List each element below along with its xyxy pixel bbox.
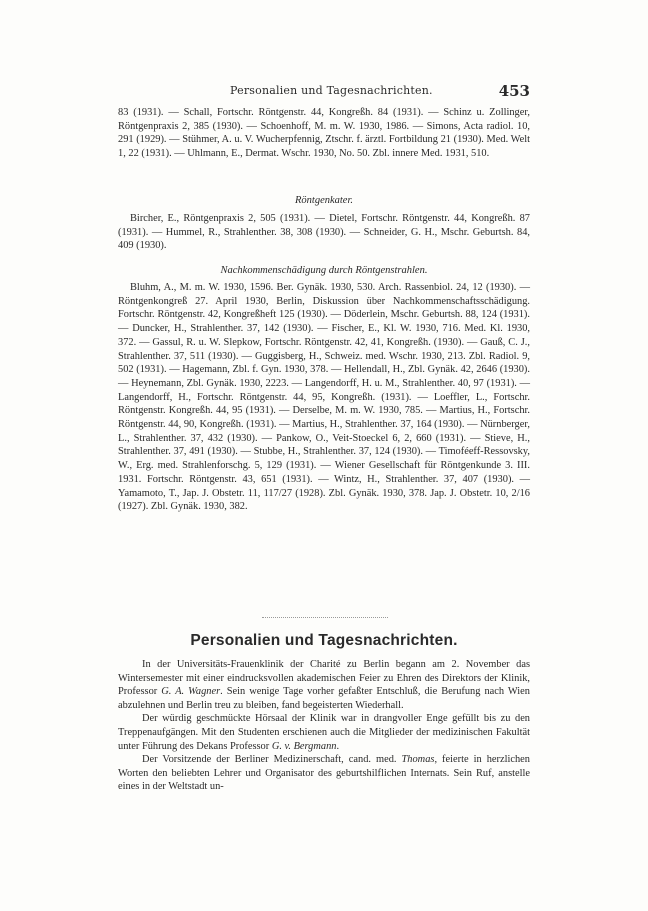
news-paragraph: [118, 712, 530, 753]
bibliography-roentgenkater: Bircher, E., Röntgenpraxis 2, 505 (1931). — Dietel, Fortschr. Röntgenstr. 44, Kongreßh. 87 (1931). — Hummel, R., Strahlenther. 38, 308 (1930). — Schneider, G. H., Mschr. Geburtsh. 84, 409 (1930).: [118, 213, 530, 252]
page-header: [120, 84, 530, 104]
person-name: G. v. Bergmann: [271, 740, 337, 752]
section-title: Personalien und Tagesnachrichten.: [190, 632, 458, 649]
news-text: Der Vorsitzende der Berliner Medizinerschaft, cand. med.: [142, 754, 402, 766]
news-text: In der Universitäts-Frauenklinik der Charité zu Berlin begann am 2. November das Wintersemester mit einer eindrucksvollen akademischen Feier zu Ehren des Direktors der Klinik, Professor: [118, 659, 530, 698]
running-head: Personalien und Tagesnachrichten.: [230, 84, 433, 97]
news-text: Der würdig geschmückte Hörsaal der Klinik war in drangvoller Enge gefüllt bis zu den Treppenaufgängen. Mit den Studenten erschienen auch die Mitglieder der medizinischen Fakultät unter Führung des Dekans Professor: [118, 713, 530, 752]
news-paragraph: [118, 753, 530, 794]
news-paragraph: [118, 658, 530, 712]
news-text: , feierte in herzlichen Worten den beliebten Lehrer und Organisator des geburtshilflichen Internats. Sein Ruf, anstelle eines in der Weltstadt un-: [118, 754, 530, 793]
subheading-roentgenkater: Röntgenkater.: [294, 195, 354, 206]
bibliography-nachkommenschaedigung: Bluhm, A., M. m. W. 1930, 1596. Ber. Gynäk. 1930, 530. Arch. Rassenbiol. 24, 12 (1930). — Röntgenkongreß 27. April 1930, Berlin, Diskussion über Nachkommenschaftsschädigung. Fortschr. Röntgenstr. 42, Kongreßheft 125 (1930). — Döderlein, Mschr. Geburtsh. 88, 124 (1931). — Duncker, H., Strahlenther. 37, 142 (1930). — Fischer, E., Kl. W. 1930, 716. Med. Kl. 1930, 372. — Gassul, R. u. W. Slepkow, Fortschr. Röntgenstr. 42, 41, Kongreßh. (1930). — Gauß, C. J., Strahlenther. 37, 511 (1930). — Guggisberg, H., Schweiz. med. Wschr. 1930, 213. Zbl. Radiol. 9, 502 (1931). — Hagemann, Zbl. f. Gyn. 1930, 378. — Hellendall, H., Zbl. Gynäk. 42, 2646 (1930). — Heynemann, Zbl. Gynäk. 1930, 2223. — Langendorff, H. u. M., Strahlenther. 40, 97 (1931). — Langendorff, H., Fortschr. Röntgenstr. 44, 95, Kongreßh. (1931). — Loeffler, L., Fortschr. Röntgenstr. Kongreßh. 44, 95 (1931). — Derselbe, M. m. W. 1930, 785. — Martius, H., Fortschr. Röntgenstr. 44, 90, Kongreßh. (1931). — Martius, H., Strahlenther. 37, 164 (1930). — Nürnberger, L., Strahlenther. 37, 432 (1930). — Pankow, O., Veit-Stoeckel 6, 2, 660 (1931). — Stieve, H., Strahlenther. 37, 491 (1930). — Stubbe, H., Strahlenther. 37, 124 (1930). — Timoféeff-Ressovsky, W., Erg. med. Strahlenforschg. 5, 129 (1931). — Wiener Gesellschaft für Röntgenkunde 3. III. 1931. Fortschr. Röntgenstr. 43, 651 (1931). — Wintz, H., Strahlenther. 37, 407 (1930). — Yamamoto, T., Jap. J. Obstetr. 11, 117/27 (1928). Zbl. Gynäk. 1930, 378. Jap. J. Obstetr. 10, 2/16 (1927). Zbl. Gynäk. 1930, 382.: [118, 282, 530, 513]
subheading-nachkommenschaedigung: Nachkommenschädigung durch Röntgenstrahlen.: [220, 265, 428, 276]
news-text: . Sein wenige Tage vorher gefaßter Entschluß, die Berufung nach Wien abzulehnen und Berlin treu zu bleiben, fand begeisterten Wiederhall.: [118, 686, 530, 711]
page-number: 453: [498, 82, 530, 100]
person-name: G. A. Wagner: [161, 686, 221, 698]
person-name: Thomas: [401, 754, 435, 766]
bibliography-continuation: 83 (1931). — Schall, Fortschr. Röntgenstr. 44, Kongreßh. 84 (1931). — Schinz u. Zollinger, Röntgenpraxis 2, 385 (1930). — Schoenhoff, M. m. W. 1930, 1986. — Simons, Acta radiol. 10, 291 (1929). — Stühmer, A. u. V. Wucherpfennig, Ztschr. f. ärztl. Fortbildung 21 (1930). Med. Welt 1, 22 (1931). — Uhlmann, E., Dermat. Wschr. 1930, No. 50. Zbl. innere Med. 1931, 510.: [118, 107, 530, 160]
news-text: .: [336, 740, 340, 752]
news-body: [118, 658, 530, 794]
section-divider: [262, 617, 388, 618]
